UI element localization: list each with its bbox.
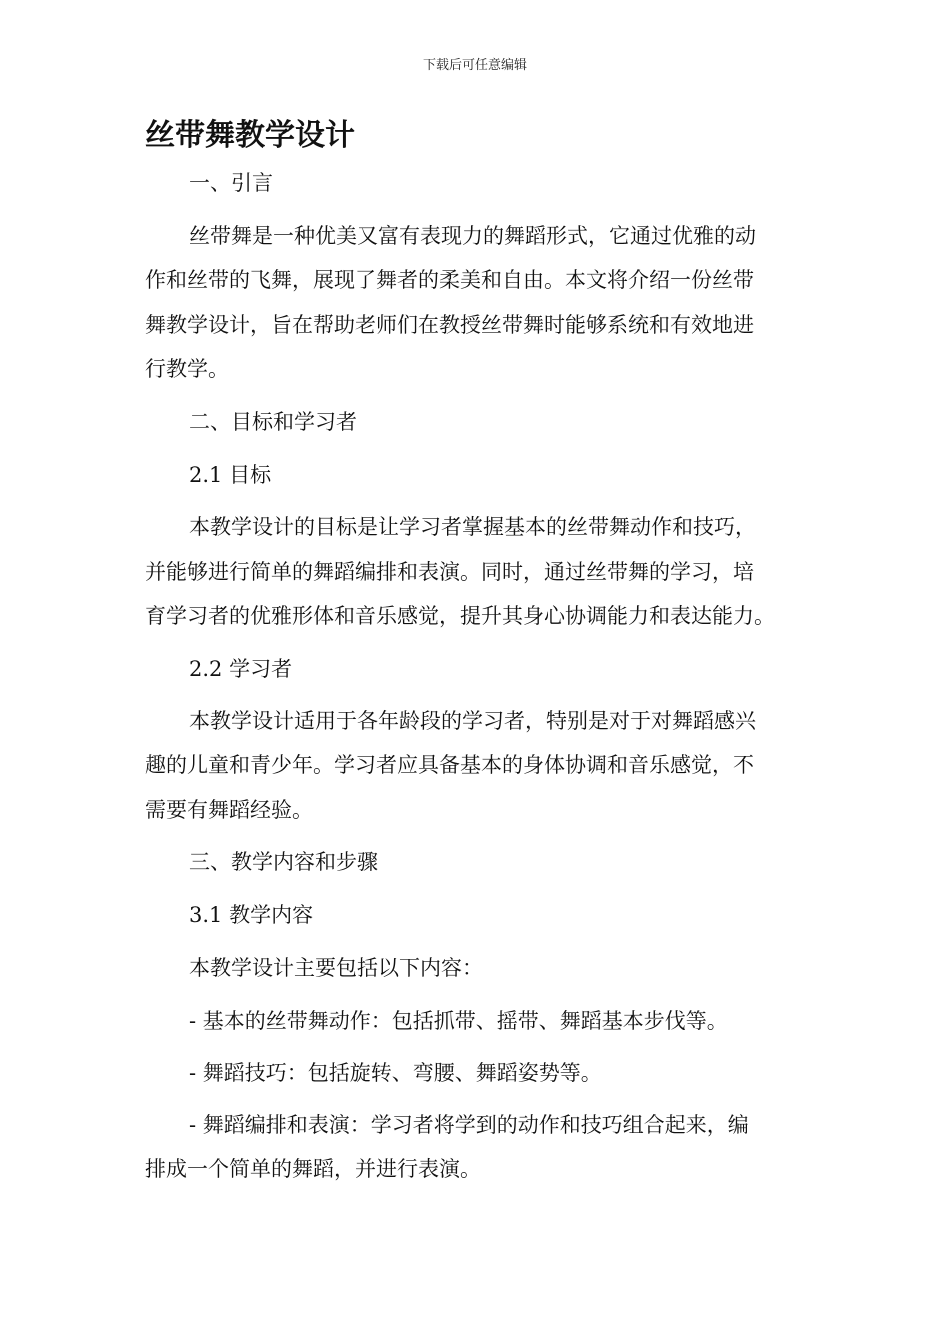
- section-heading-introduction: 一、引言: [189, 171, 273, 195]
- paragraph-line: 舞教学设计，旨在帮助老师们在教授丝带舞时能够系统和有效地进: [145, 313, 754, 337]
- paragraph-line: 本教学设计主要包括以下内容：: [189, 956, 483, 980]
- subsection-heading-goals: 2.1 目标: [189, 463, 272, 487]
- paragraph-line: 需要有舞蹈经验。: [145, 798, 313, 822]
- paragraph-line: 行教学。: [145, 357, 229, 381]
- paragraph-line: 本教学设计的目标是让学习者掌握基本的丝带舞动作和技巧，: [189, 515, 756, 539]
- list-item: - 基本的丝带舞动作：包括抓带、摇带、舞蹈基本步伐等。: [189, 1009, 728, 1033]
- paragraph-line: 育学习者的优雅形体和音乐感觉，提升其身心协调能力和表达能力。: [145, 604, 775, 628]
- paragraph-line: 并能够进行简单的舞蹈编排和表演。同时，通过丝带舞的学习，培: [145, 560, 754, 584]
- download-note: 下载后可任意编辑: [422, 58, 527, 73]
- paragraph-line: 丝带舞是一种优美又富有表现力的舞蹈形式，它通过优雅的动: [189, 224, 756, 248]
- section-heading-content-steps: 三、教学内容和步骤: [189, 850, 378, 874]
- paragraph-line: 作和丝带的飞舞，展现了舞者的柔美和自由。本文将介绍一份丝带: [145, 268, 754, 292]
- paragraph-line: 本教学设计适用于各年龄段的学习者，特别是对于对舞蹈感兴: [189, 709, 756, 733]
- document-title: 丝带舞教学设计: [145, 118, 355, 153]
- subsection-heading-learners: 2.2 学习者: [189, 657, 293, 681]
- section-heading-goals-learners: 二、目标和学习者: [189, 410, 357, 434]
- list-item: - 舞蹈技巧：包括旋转、弯腰、舞蹈姿势等。: [189, 1061, 602, 1085]
- list-item-continuation: 排成一个简单的舞蹈，并进行表演。: [145, 1157, 481, 1181]
- paragraph-line: 趣的儿童和青少年。学习者应具备基本的身体协调和音乐感觉，不: [145, 753, 754, 777]
- list-item: - 舞蹈编排和表演：学习者将学到的动作和技巧组合起来，编: [189, 1113, 749, 1137]
- subsection-heading-content: 3.1 教学内容: [189, 903, 314, 927]
